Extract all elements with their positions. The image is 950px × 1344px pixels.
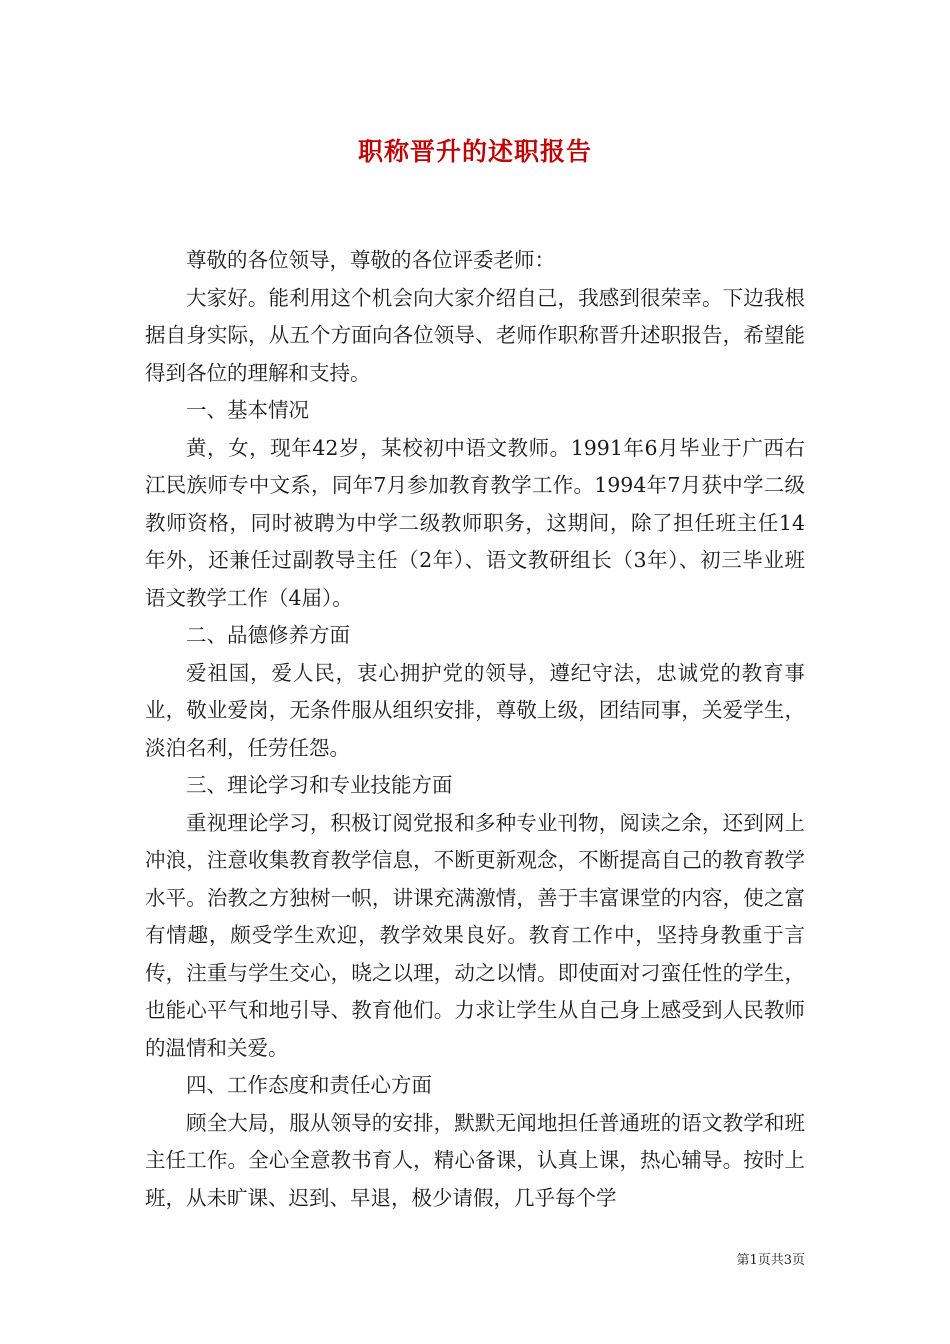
paragraph-work-attitude: 顾全大局，服从领导的安排，默默无闻地担任普通班的语文教学和班主任工作。全心全意教书育人，精心备课，认真上课，热心辅导。按时上班，从未旷课、迟到、早退，极少请假，几乎每个学 — [145, 1110, 805, 1210]
section-heading-4: 四、工作态度和责任心方面 — [186, 1073, 432, 1097]
paragraph-salutation: 尊敬的各位领导，尊敬的各位评委老师： — [186, 248, 555, 272]
section-heading-3: 三、理论学习和专业技能方面 — [186, 773, 453, 797]
paragraph-theory-skills: 重视理论学习，积极订阅党报和多种专业刊物，阅读之余，还到网上冲浪，注意收集教育教学信息，不断更新观念，不断提高自己的教育教学水平。治教之方独树一帜，讲课充满激情，善于丰富课堂的内容，使之富有情趣，颇受学生欢迎，教学效果良好。教育工作中，坚持身教重于言传，注重与学生交心，晓之以理，动之以情。即使面对刁蛮任性的学生，也能心平气和地引导、教育他们。力求让学生从自己身上感受到人民教师的温情和关爱。 — [145, 810, 805, 1060]
paragraph-intro: 大家好。能利用这个机会向大家介绍自己，我感到很荣幸。下边我根据自身实际，从五个方面向各位领导、老师作职称晋升述职报告，希望能得到各位的理解和支持。 — [145, 285, 805, 385]
section-heading-1: 一、基本情况 — [186, 398, 309, 422]
paragraph-basic-info: 黄，女，现年42岁，某校初中语文教师。1991年6月毕业于广西右江民族师专中文系，同年7月参加教育教学工作。1994年7月获中学二级教师资格，同时被聘为中学二级教师职务，这期间，除了担任班主任14年外，还兼任过副教导主任（2年）、语文教研组长（3年）、初三毕业班语文教学工作（4届）。 — [145, 435, 805, 610]
paragraph-morality: 爱祖国，爱人民，衷心拥护党的领导，遵纪守法，忠诚党的教育事业，敬业爱岗，无条件服从组织安排，尊敬上级，团结同事，关爱学生，淡泊名利，任劳任怨。 — [145, 660, 805, 760]
page-number: 第1页共3页 — [736, 1253, 805, 1268]
document-title: 职称晋升的述职报告 — [357, 137, 592, 166]
document-body — [145, 242, 805, 1217]
section-heading-2: 二、品德修养方面 — [186, 623, 350, 647]
